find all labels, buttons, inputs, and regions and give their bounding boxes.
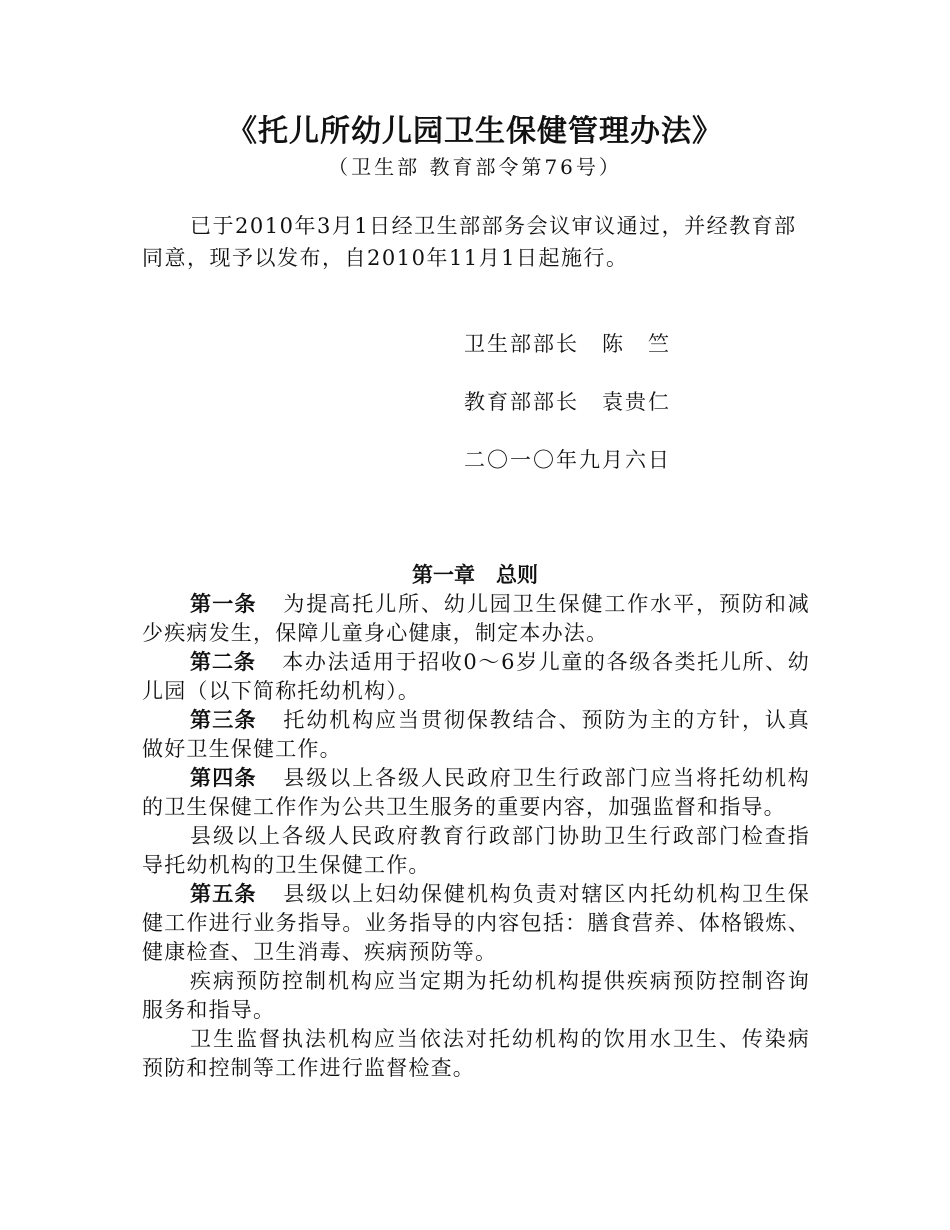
article-text: 托幼机构应当贯彻保教结合、预防为主的方针，认真做好卫生保健工作。 [142,708,810,761]
article-text: 本办法适用于招收0～6岁儿童的各级各类托儿所、幼儿园（以下简称托幼机构）。 [142,650,811,703]
signature-health-minister: 卫生部部长 陈 竺 [464,332,671,356]
article-paragraph [142,764,810,822]
article-paragraph [142,880,810,967]
article-label: 第二条 [190,650,256,674]
article-label: 第四条 [190,766,257,790]
article-paragraph [142,648,810,706]
paragraph-text: 疾病预防控制机构应当定期为托幼机构提供疾病预防控制咨询服务和指导。 [142,969,810,1022]
article-paragraph [142,706,810,764]
article-text: 为提高托儿所、幼儿园卫生保健工作水平，预防和减少疾病发生，保障儿童身心健康，制定本办法。 [142,592,810,645]
chapter-title: 第一章 总则 [412,563,538,587]
article-label: 第三条 [190,708,257,732]
document-subtitle: （卫生部 教育部令第76号） [328,155,622,179]
body-paragraph [142,1025,810,1083]
article-text: 县级以上各级人民政府卫生行政部门应当将托幼机构的卫生保健工作作为公共卫生服务的重要内容，加强监督和指导。 [142,766,810,819]
article-label: 第五条 [190,882,257,906]
signature-date: 二〇一〇年九月六日 [464,448,671,472]
document-title: 《托儿所幼儿园卫生保健管理办法》 [227,114,723,149]
signature-education-minister: 教育部部长 袁贵仁 [464,390,671,414]
article-paragraph [142,590,810,648]
article-text: 县级以上妇幼保健机构负责对辖区内托幼机构卫生保健工作进行业务指导。业务指导的内容包括：膳食营养、体格锻炼、健康检查、卫生消毒、疾病预防等。 [142,882,810,964]
paragraph-text: 卫生监督执法机构应当依法对托幼机构的饮用水卫生、传染病预防和控制等工作进行监督检查。 [142,1027,810,1080]
document-body [142,590,810,1083]
body-paragraph [142,822,810,880]
article-label: 第一条 [190,592,257,616]
body-paragraph [142,967,810,1025]
intro-paragraph: 已于2010年3月1日经卫生部部务会议审议通过，并经教育部同意，现予以发布，自2010年11月1日起施行。 [142,214,797,270]
paragraph-text: 县级以上各级人民政府教育行政部门协助卫生行政部门检查指导托幼机构的卫生保健工作。 [142,824,810,877]
